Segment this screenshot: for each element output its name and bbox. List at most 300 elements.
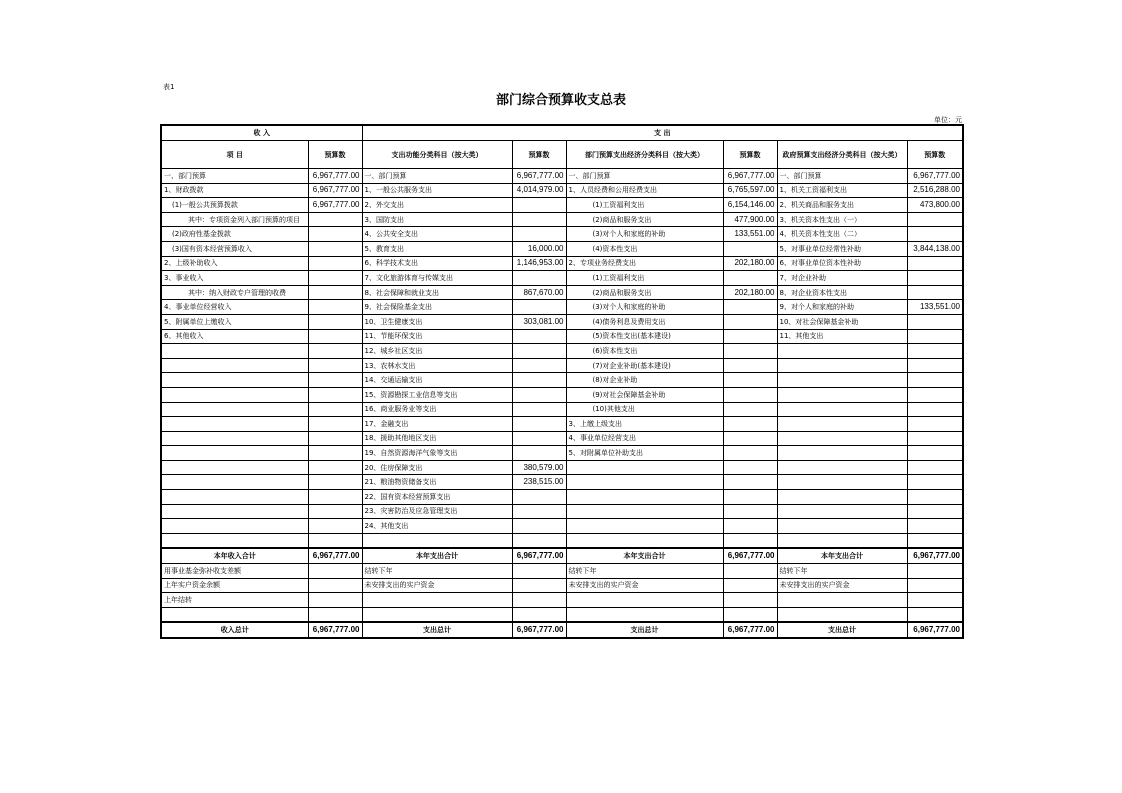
item-name-cell: 1、一般公共服务支出 xyxy=(362,183,512,198)
item-name-cell xyxy=(161,387,308,402)
budget-amount-cell xyxy=(512,198,566,213)
budget-amount-cell xyxy=(907,417,963,432)
budget-amount-cell xyxy=(308,256,362,271)
item-name-cell: (10)其他支出 xyxy=(566,402,723,417)
budget-amount-cell xyxy=(907,329,963,344)
grand-total-row xyxy=(161,622,963,638)
budget-amount-cell xyxy=(907,607,963,622)
budget-amount-cell: 867,670.00 xyxy=(512,285,566,300)
item-name-cell xyxy=(161,344,308,359)
budget-amount-cell xyxy=(723,387,777,402)
budget-amount-cell xyxy=(723,564,777,579)
table-row xyxy=(161,329,963,344)
budget-amount-cell xyxy=(308,431,362,446)
table-row xyxy=(161,593,963,608)
item-name-cell xyxy=(777,402,907,417)
budget-amount-cell xyxy=(723,519,777,534)
table-row xyxy=(161,241,963,256)
budget-amount-cell xyxy=(308,329,362,344)
item-name-cell xyxy=(777,460,907,475)
item-name-cell xyxy=(161,475,308,490)
item-name-cell: 9、对个人和家庭的补助 xyxy=(777,300,907,315)
item-name-cell xyxy=(777,417,907,432)
sheet-label: 表1 xyxy=(163,83,175,91)
item-name-cell: 23、灾害防治及应急管理支出 xyxy=(362,504,512,519)
item-name-cell xyxy=(566,475,723,490)
gov-econ-class-header: 政府预算支出经济分类科目（按大类） xyxy=(777,141,907,169)
item-name-cell xyxy=(566,504,723,519)
budget-amount-cell xyxy=(308,490,362,505)
item-name-cell: 2、机关商品和服务支出 xyxy=(777,198,907,213)
item-name-cell xyxy=(777,475,907,490)
item-name-cell: 上年结转 xyxy=(161,593,308,608)
table-row xyxy=(161,198,963,213)
item-name-cell: 7、文化旅游体育与传媒支出 xyxy=(362,271,512,286)
budget-amount-cell xyxy=(512,212,566,227)
budget-amount-cell xyxy=(512,446,566,461)
budget-header: 预算数 xyxy=(512,141,566,169)
item-name-cell: (6)资本性支出 xyxy=(566,344,723,359)
budget-header: 预算数 xyxy=(723,141,777,169)
item-name-cell: 12、城乡社区支出 xyxy=(362,344,512,359)
table-row xyxy=(161,387,963,402)
item-name-cell xyxy=(566,460,723,475)
func-class-header: 支出功能分类科目（按大类） xyxy=(362,141,512,169)
budget-amount-cell xyxy=(512,300,566,315)
item-name-cell: 11、其他支出 xyxy=(777,329,907,344)
item-name-cell: (2)商品和服务支出 xyxy=(566,212,723,227)
budget-summary-table xyxy=(160,124,964,639)
item-name-cell: (5)资本性支出(基本建设) xyxy=(566,329,723,344)
item-name-cell xyxy=(566,490,723,505)
item-name-cell: 8、社会保障和就业支出 xyxy=(362,285,512,300)
item-name-cell: 结转下年 xyxy=(566,564,723,579)
budget-amount-cell: 133,551.00 xyxy=(907,300,963,315)
table-row xyxy=(161,183,963,198)
budget-amount-cell xyxy=(907,475,963,490)
item-name-cell: (3)对个人和家庭的补助 xyxy=(566,227,723,242)
item-name-cell: 24、其他支出 xyxy=(362,519,512,534)
item-name-cell: 4、机关资本性支出（二） xyxy=(777,227,907,242)
income-total-value: 6,967,777.00 xyxy=(308,548,362,563)
budget-amount-cell xyxy=(512,271,566,286)
item-name-cell xyxy=(161,431,308,446)
budget-amount-cell xyxy=(308,285,362,300)
income-total-label: 本年收入合计 xyxy=(161,548,308,563)
item-name-cell: 10、对社会保障基金补助 xyxy=(777,314,907,329)
item-name-cell xyxy=(161,519,308,534)
dept-total-value: 6,967,777.00 xyxy=(723,548,777,563)
item-name-cell: 17、金融支出 xyxy=(362,417,512,432)
budget-amount-cell xyxy=(723,373,777,388)
budget-amount-cell: 6,154,146.00 xyxy=(723,198,777,213)
gov-total-value: 6,967,777.00 xyxy=(907,622,963,638)
item-name-cell xyxy=(777,519,907,534)
budget-amount-cell xyxy=(308,417,362,432)
budget-amount-cell xyxy=(907,344,963,359)
table-row xyxy=(161,490,963,505)
table-row xyxy=(161,344,963,359)
item-name-cell: 1、财政拨款 xyxy=(161,183,308,198)
budget-amount-cell xyxy=(308,344,362,359)
budget-amount-cell xyxy=(723,593,777,608)
budget-amount-cell xyxy=(907,387,963,402)
item-name-cell: (2)商品和服务支出 xyxy=(566,285,723,300)
header-row-1 xyxy=(161,125,963,141)
budget-amount-cell xyxy=(308,271,362,286)
item-name-cell: 结转下年 xyxy=(777,564,907,579)
item-name-cell xyxy=(161,446,308,461)
item-name-cell xyxy=(777,504,907,519)
budget-amount-cell xyxy=(723,314,777,329)
item-name-cell xyxy=(777,431,907,446)
budget-amount-cell xyxy=(723,446,777,461)
budget-amount-cell xyxy=(308,607,362,622)
budget-amount-cell xyxy=(723,578,777,593)
budget-amount-cell xyxy=(907,256,963,271)
budget-amount-cell xyxy=(907,504,963,519)
table-row xyxy=(161,417,963,432)
table-row xyxy=(161,475,963,490)
table-row xyxy=(161,212,963,227)
table-row xyxy=(161,358,963,373)
item-name-cell xyxy=(161,504,308,519)
budget-amount-cell: 477,900.00 xyxy=(723,212,777,227)
item-name-cell: 3、机关资本性支出（一） xyxy=(777,212,907,227)
item-name-cell: 上年实户资金余额 xyxy=(161,578,308,593)
expense-total-label: 本年支出合计 xyxy=(566,548,723,563)
table-row xyxy=(161,300,963,315)
item-name-cell: 20、住房保障支出 xyxy=(362,460,512,475)
item-name-cell xyxy=(777,344,907,359)
budget-amount-cell xyxy=(308,533,362,548)
item-name-cell xyxy=(777,490,907,505)
item-name-cell xyxy=(161,533,308,548)
budget-amount-cell xyxy=(907,373,963,388)
dept-econ-class-header: 部门预算支出经济分类科目（按大类） xyxy=(566,141,723,169)
item-name-cell: 3、事业收入 xyxy=(161,271,308,286)
table-row xyxy=(161,460,963,475)
expense-total-label: 本年支出合计 xyxy=(777,548,907,563)
budget-amount-cell: 3,844,138.00 xyxy=(907,241,963,256)
item-name-cell: 4、公共安全支出 xyxy=(362,227,512,242)
item-name-cell xyxy=(161,417,308,432)
table-row xyxy=(161,271,963,286)
item-name-cell: 10、卫生健康支出 xyxy=(362,314,512,329)
budget-amount-cell: 6,967,777.00 xyxy=(723,169,777,184)
budget-amount-cell xyxy=(723,271,777,286)
item-name-cell: 未安排支出的实户资金 xyxy=(777,578,907,593)
income-total-label: 收入总计 xyxy=(161,622,308,638)
expense-header: 支 出 xyxy=(362,125,963,141)
header-row-2 xyxy=(161,141,963,169)
item-name-cell: 未安排支出的实户资金 xyxy=(566,578,723,593)
budget-amount-cell xyxy=(308,446,362,461)
item-name-cell: (1)工资福利支出 xyxy=(566,271,723,286)
budget-amount-cell xyxy=(308,578,362,593)
item-name-cell: (1)一般公共预算拨款 xyxy=(161,198,308,213)
budget-amount-cell xyxy=(308,504,362,519)
item-name-cell xyxy=(777,446,907,461)
budget-amount-cell xyxy=(308,300,362,315)
budget-amount-cell xyxy=(308,460,362,475)
item-name-cell: 1、机关工资福利支出 xyxy=(777,183,907,198)
budget-amount-cell: 238,515.00 xyxy=(512,475,566,490)
income-header: 收 入 xyxy=(161,125,362,141)
item-name-cell xyxy=(777,607,907,622)
item-name-cell: 一、部门预算 xyxy=(566,169,723,184)
budget-amount-cell: 473,800.00 xyxy=(907,198,963,213)
budget-amount-cell xyxy=(512,607,566,622)
budget-amount-cell xyxy=(907,314,963,329)
budget-header: 预算数 xyxy=(907,141,963,169)
budget-amount-cell xyxy=(512,329,566,344)
budget-amount-cell xyxy=(723,607,777,622)
budget-amount-cell xyxy=(723,431,777,446)
budget-amount-cell xyxy=(723,402,777,417)
unit-label: 单位：元 xyxy=(934,116,962,124)
budget-amount-cell: 6,967,777.00 xyxy=(907,169,963,184)
item-name-cell: 21、粮油物资储备支出 xyxy=(362,475,512,490)
item-name-cell: 9、社会保险基金支出 xyxy=(362,300,512,315)
item-name-cell: 5、对附属单位补助支出 xyxy=(566,446,723,461)
budget-amount-cell xyxy=(723,358,777,373)
budget-amount-cell xyxy=(512,387,566,402)
budget-amount-cell: 16,000.00 xyxy=(512,241,566,256)
budget-amount-cell: 6,967,777.00 xyxy=(512,169,566,184)
item-name-cell xyxy=(161,358,308,373)
item-name-cell: 6、对事业单位资本性补助 xyxy=(777,256,907,271)
item-header: 项 目 xyxy=(161,141,308,169)
item-name-cell xyxy=(777,533,907,548)
item-name-cell: (1)工资福利支出 xyxy=(566,198,723,213)
table-row xyxy=(161,314,963,329)
item-name-cell: 7、对企业补助 xyxy=(777,271,907,286)
item-name-cell: (3)对个人和家庭的补助 xyxy=(566,300,723,315)
table-row xyxy=(161,373,963,388)
func-total-value: 6,967,777.00 xyxy=(512,622,566,638)
budget-amount-cell xyxy=(723,241,777,256)
item-name-cell: (2)政府性基金拨款 xyxy=(161,227,308,242)
budget-amount-cell xyxy=(308,387,362,402)
expense-total-label: 支出总计 xyxy=(566,622,723,638)
item-name-cell xyxy=(566,519,723,534)
item-name-cell: 18、援助其他地区支出 xyxy=(362,431,512,446)
item-name-cell xyxy=(566,607,723,622)
budget-amount-cell xyxy=(723,533,777,548)
budget-amount-cell xyxy=(907,358,963,373)
item-name-cell: 11、节能环保支出 xyxy=(362,329,512,344)
budget-amount-cell xyxy=(512,358,566,373)
budget-amount-cell xyxy=(907,431,963,446)
budget-amount-cell xyxy=(907,446,963,461)
budget-amount-cell xyxy=(512,490,566,505)
budget-amount-cell xyxy=(512,344,566,359)
budget-amount-cell xyxy=(512,431,566,446)
budget-amount-cell xyxy=(907,227,963,242)
item-name-cell: 结转下年 xyxy=(362,564,512,579)
budget-amount-cell: 202,180.00 xyxy=(723,256,777,271)
item-name-cell: 2、上级补助收入 xyxy=(161,256,308,271)
item-name-cell xyxy=(362,533,512,548)
item-name-cell xyxy=(362,593,512,608)
item-name-cell: (4)资本性支出 xyxy=(566,241,723,256)
item-name-cell xyxy=(161,402,308,417)
table-row xyxy=(161,227,963,242)
item-name-cell: 19、自然资源海洋气象等支出 xyxy=(362,446,512,461)
budget-amount-cell xyxy=(907,285,963,300)
item-name-cell: (4)债务利息及费用支出 xyxy=(566,314,723,329)
budget-amount-cell: 2,516,288.00 xyxy=(907,183,963,198)
item-name-cell xyxy=(777,593,907,608)
year-total-row xyxy=(161,548,963,563)
item-name-cell: 1、人员经费和公用经费支出 xyxy=(566,183,723,198)
budget-amount-cell xyxy=(308,519,362,534)
item-name-cell: 6、科学技术支出 xyxy=(362,256,512,271)
budget-amount-cell xyxy=(723,344,777,359)
budget-amount-cell xyxy=(308,402,362,417)
budget-amount-cell: 380,579.00 xyxy=(512,460,566,475)
budget-amount-cell xyxy=(907,578,963,593)
gov-total-value: 6,967,777.00 xyxy=(907,548,963,563)
budget-amount-cell xyxy=(308,241,362,256)
item-name-cell: 5、教育支出 xyxy=(362,241,512,256)
item-name-cell: 13、农林水支出 xyxy=(362,358,512,373)
table-row xyxy=(161,169,963,184)
table-row xyxy=(161,431,963,446)
budget-amount-cell: 6,967,777.00 xyxy=(308,198,362,213)
budget-amount-cell: 6,765,597.00 xyxy=(723,183,777,198)
item-name-cell xyxy=(777,387,907,402)
budget-header: 预算数 xyxy=(308,141,362,169)
item-name-cell: 3、国防支出 xyxy=(362,212,512,227)
budget-amount-cell: 6,967,777.00 xyxy=(308,183,362,198)
budget-amount-cell xyxy=(308,358,362,373)
table-row xyxy=(161,564,963,579)
table-row xyxy=(161,285,963,300)
item-name-cell: 2、外交支出 xyxy=(362,198,512,213)
item-name-cell: 5、对事业单位经常性补助 xyxy=(777,241,907,256)
budget-amount-cell: 1,146,953.00 xyxy=(512,256,566,271)
budget-amount-cell: 4,014,979.00 xyxy=(512,183,566,198)
budget-amount-cell: 133,551.00 xyxy=(723,227,777,242)
item-name-cell: 其中：纳入财政专户管理的收费 xyxy=(161,285,308,300)
table-row xyxy=(161,446,963,461)
budget-amount-cell xyxy=(723,490,777,505)
budget-amount-cell xyxy=(308,564,362,579)
budget-amount-cell xyxy=(723,417,777,432)
budget-amount-cell xyxy=(512,564,566,579)
budget-amount-cell xyxy=(723,460,777,475)
item-name-cell: (7)对企业补助(基本建设) xyxy=(566,358,723,373)
item-name-cell: 6、其他收入 xyxy=(161,329,308,344)
budget-amount-cell xyxy=(512,373,566,388)
budget-amount-cell xyxy=(512,519,566,534)
budget-amount-cell xyxy=(512,578,566,593)
budget-amount-cell xyxy=(907,533,963,548)
budget-amount-cell xyxy=(723,329,777,344)
budget-amount-cell xyxy=(308,227,362,242)
budget-amount-cell xyxy=(512,417,566,432)
budget-amount-cell xyxy=(907,460,963,475)
budget-amount-cell xyxy=(723,504,777,519)
item-name-cell: 2、专项业务经费支出 xyxy=(566,256,723,271)
budget-amount-cell xyxy=(308,373,362,388)
item-name-cell xyxy=(161,460,308,475)
budget-amount-cell xyxy=(512,227,566,242)
item-name-cell xyxy=(566,533,723,548)
item-name-cell xyxy=(362,607,512,622)
expense-total-label: 本年支出合计 xyxy=(362,548,512,563)
budget-amount-cell xyxy=(308,593,362,608)
table-row xyxy=(161,607,963,622)
budget-amount-cell xyxy=(907,519,963,534)
budget-amount-cell xyxy=(907,402,963,417)
budget-amount-cell xyxy=(512,504,566,519)
table-row xyxy=(161,533,963,548)
item-name-cell: 其中：专项资金列入部门预算的项目 xyxy=(161,212,308,227)
item-name-cell: 一、部门预算 xyxy=(161,169,308,184)
item-name-cell: 用事业基金弥补收支差额 xyxy=(161,564,308,579)
budget-amount-cell xyxy=(512,533,566,548)
budget-amount-cell xyxy=(723,475,777,490)
budget-amount-cell xyxy=(512,593,566,608)
budget-amount-cell xyxy=(907,593,963,608)
expense-total-label: 支出总计 xyxy=(777,622,907,638)
table-row xyxy=(161,256,963,271)
item-name-cell xyxy=(161,607,308,622)
table-row xyxy=(161,504,963,519)
item-name-cell xyxy=(777,373,907,388)
income-total-value: 6,967,777.00 xyxy=(308,622,362,638)
item-name-cell: (8)对企业补助 xyxy=(566,373,723,388)
item-name-cell xyxy=(161,373,308,388)
item-name-cell xyxy=(161,490,308,505)
item-name-cell: (3)国有资本经营预算收入 xyxy=(161,241,308,256)
item-name-cell: 5、附属单位上缴收入 xyxy=(161,314,308,329)
page-title: 部门综合预算收支总表 xyxy=(495,93,626,108)
func-total-value: 6,967,777.00 xyxy=(512,548,566,563)
budget-amount-cell xyxy=(907,490,963,505)
budget-amount-cell xyxy=(308,314,362,329)
item-name-cell: 未安排支出的实户资金 xyxy=(362,578,512,593)
budget-amount-cell: 303,081.00 xyxy=(512,314,566,329)
item-name-cell: 15、资源勘探工业信息等支出 xyxy=(362,387,512,402)
budget-amount-cell: 202,180.00 xyxy=(723,285,777,300)
item-name-cell xyxy=(566,593,723,608)
item-name-cell: 4、事业单位经营收入 xyxy=(161,300,308,315)
budget-amount-cell xyxy=(723,300,777,315)
item-name-cell: 22、国有资本经营预算支出 xyxy=(362,490,512,505)
item-name-cell: 一、部门预算 xyxy=(777,169,907,184)
item-name-cell: 4、事业单位经营支出 xyxy=(566,431,723,446)
item-name-cell xyxy=(777,358,907,373)
dept-total-value: 6,967,777.00 xyxy=(723,622,777,638)
table-row xyxy=(161,519,963,534)
budget-amount-cell: 6,967,777.00 xyxy=(308,169,362,184)
item-name-cell: (9)对社会保障基金补助 xyxy=(566,387,723,402)
item-name-cell: 14、交通运输支出 xyxy=(362,373,512,388)
expense-total-label: 支出总计 xyxy=(362,622,512,638)
budget-amount-cell xyxy=(512,402,566,417)
budget-amount-cell xyxy=(308,475,362,490)
table-row xyxy=(161,578,963,593)
item-name-cell: 8、对企业资本性支出 xyxy=(777,285,907,300)
budget-amount-cell xyxy=(907,271,963,286)
table-row xyxy=(161,402,963,417)
item-name-cell: 3、上缴上级支出 xyxy=(566,417,723,432)
budget-amount-cell xyxy=(308,212,362,227)
